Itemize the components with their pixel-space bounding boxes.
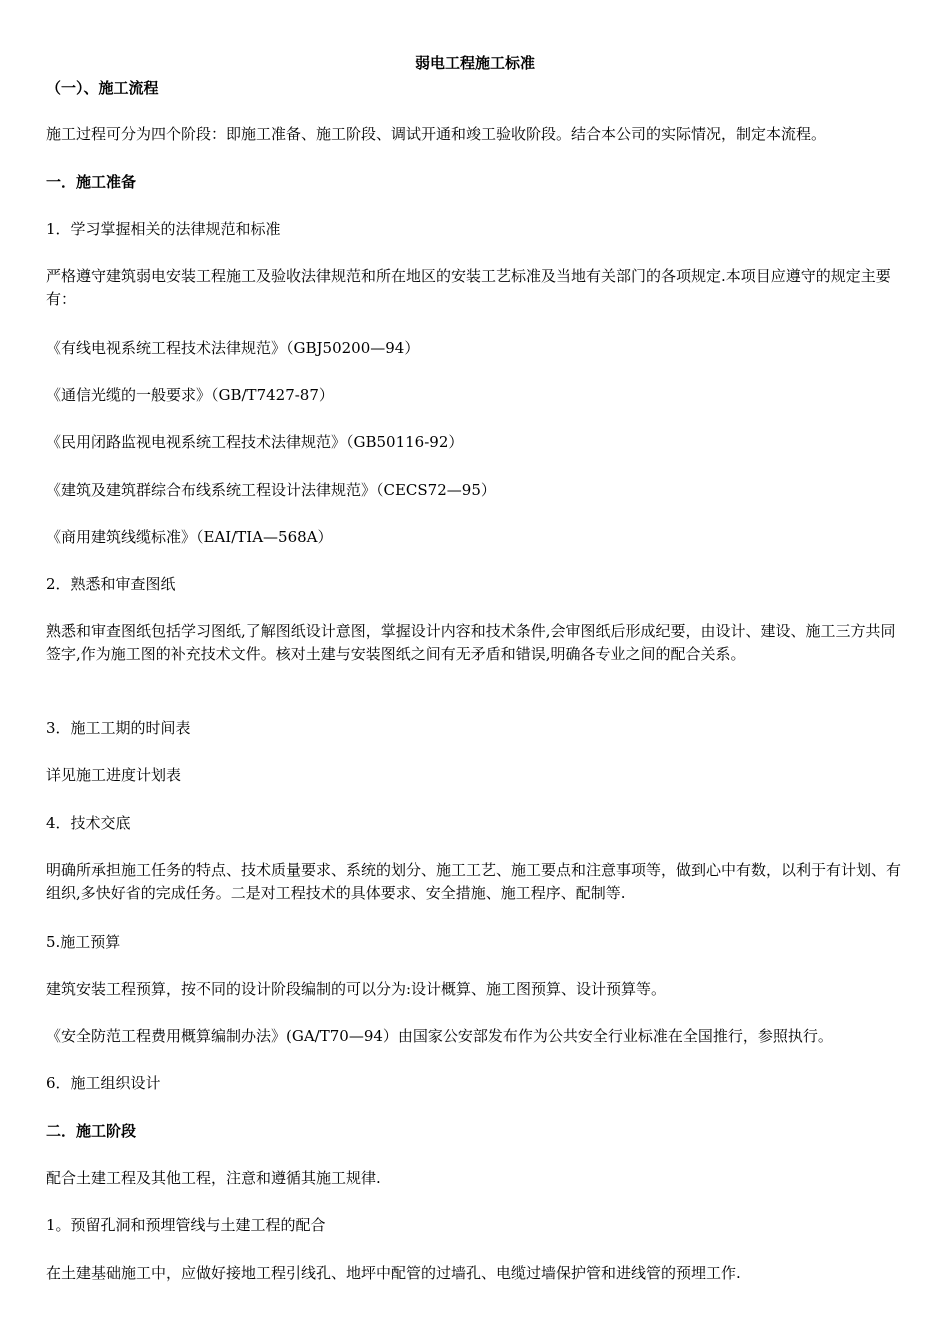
item2-heading: 2．熟悉和审查图纸	[46, 575, 176, 593]
item2-paragraph: 熟悉和审查图纸包括学习图纸,了解图纸设计意图，掌握设计内容和技术条件,会审图纸后形成纪要，由设计、建设、施工三方共同签字,作为施工图的补充技术文件。核对土建与安装图纸之间有无矛盾和错误,明确各专业之间的配合关系。	[46, 622, 896, 663]
item3-heading: 3．施工工期的时间表	[46, 719, 191, 737]
part2-item1-heading: 1。预留孔洞和预埋管线与土建工程的配合	[46, 1216, 326, 1234]
standard-item: 《民用闭路监视电视系统工程技术法律规范》（GB50116-92）	[46, 433, 464, 451]
section-heading-flow: （一）、施工流程	[46, 79, 159, 97]
standard-item: 《商用建筑线缆标准》（EAI/TIA—568A）	[46, 528, 333, 546]
item3-paragraph: 详见施工进度计划表	[46, 766, 182, 784]
part2-heading: 二．施工阶段	[46, 1122, 137, 1140]
document-title: 弱电工程施工标准	[414, 54, 535, 72]
item1-heading: 1．学习掌握相关的法律规范和标准	[46, 220, 281, 238]
item6-heading: 6．施工组织设计	[46, 1074, 161, 1092]
item4-paragraph: 明确所承担施工任务的特点、技术质量要求、系统的划分、施工工艺、施工要点和注意事项等，做到心中有数，以利于有计划、有组织,多快好省的完成任务。二是对工程技术的具体要求、安全措施、施工程序、配制等.	[46, 861, 902, 902]
part1-heading: 一．施工准备	[46, 173, 137, 191]
standard-item: 《有线电视系统工程技术法律规范》（GBJ50200—94）	[46, 339, 420, 357]
standard-item: 《建筑及建筑群综合布线系统工程设计法律规范》（CECS72—95）	[46, 481, 496, 499]
item4-heading: 4．技术交底	[46, 814, 131, 832]
part2-item1-paragraph: 在土建基础施工中，应做好接地工程引线孔、地坪中配管的过墙孔、电缆过墙保护管和进线管的预埋工作.	[46, 1264, 741, 1282]
item5-paragraph: 建筑安装工程预算，按不同的设计阶段编制的可以分为:设计概算、施工图预算、设计预算等。	[46, 980, 667, 998]
standard-item: 《通信光缆的一般要求》（GB/T7427-87）	[46, 386, 334, 404]
part2-paragraph: 配合土建工程及其他工程，注意和遵循其施工规律.	[46, 1169, 381, 1187]
intro-paragraph: 施工过程可分为四个阶段：即施工准备、施工阶段、调试开通和竣工验收阶段。结合本公司的实际情况，制定本流程。	[46, 125, 827, 143]
item5-paragraph-2: 《安全防范工程费用概算编制办法》(GA/T70—94）由国家公安部发布作为公共安全行业标准在全国推行，参照执行。	[46, 1027, 833, 1045]
item5-heading: 5.施工预算	[46, 933, 121, 951]
item1-paragraph: 严格遵守建筑弱电安装工程施工及验收法律规范和所在地区的安装工艺标准及当地有关部门的各项规定.本项目应遵守的规定主要有：	[46, 267, 891, 308]
